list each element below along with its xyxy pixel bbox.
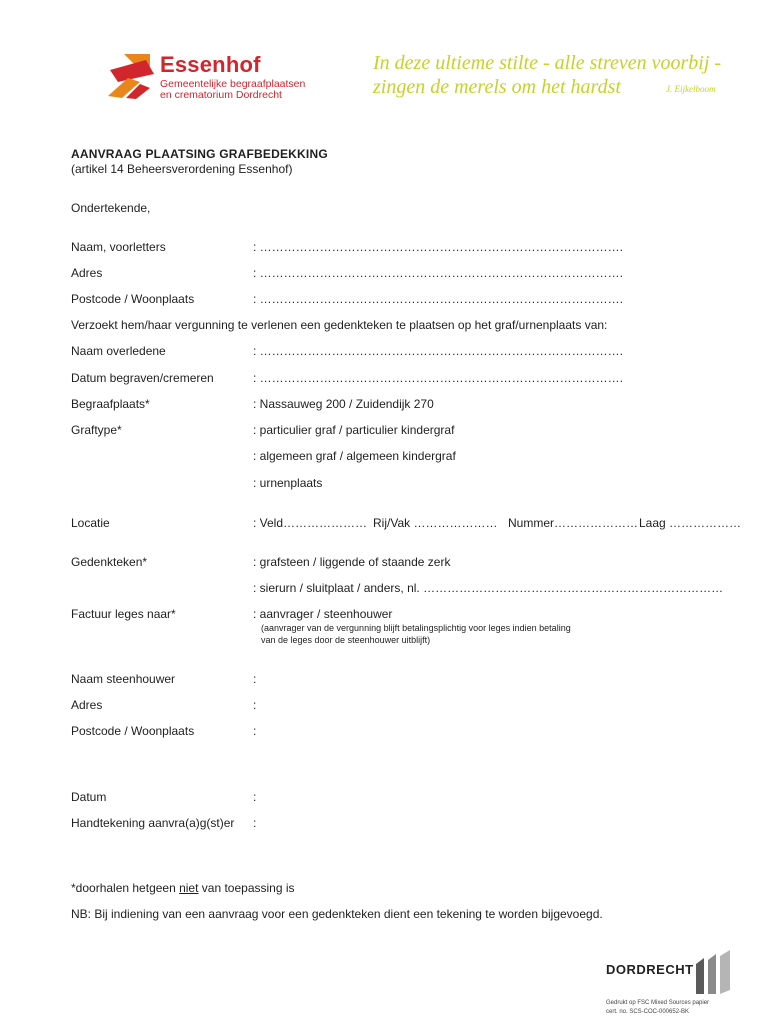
- steenhouwer-adres-field[interactable]: :: [253, 698, 257, 712]
- postcode-field[interactable]: : ……………………………………………………………………………….: [253, 292, 624, 306]
- form-subtitle: (artikel 14 Beheersverordening Essenhof): [71, 162, 293, 176]
- dordrecht-logo-icon: [694, 950, 732, 994]
- naam-label: Naam, voorletters: [71, 240, 166, 254]
- adres-field[interactable]: : ……………………………………………………………………………….: [253, 266, 624, 280]
- logo-subtitle-line1: Gemeentelijke begraafplaatsen: [160, 78, 306, 90]
- steenhouwer-postcode-field[interactable]: :: [253, 724, 257, 738]
- adres-label: Adres: [71, 266, 103, 280]
- verzoek-text: Verzoekt hem/haar vergunning te verlenen een gedenkteken te plaatsen op het graf/urnenplaats van:: [71, 318, 608, 332]
- begraafplaats-label: Begraafplaats*: [71, 397, 150, 411]
- factuur-note-line1: (aanvrager van de vergunning blijft betalingsplichtig voor leges indien betaling: [261, 623, 571, 633]
- datum-field[interactable]: :: [253, 790, 257, 804]
- footnote-niet: niet: [179, 881, 199, 895]
- logo-wordmark: Essenhof: [160, 52, 261, 77]
- steenhouwer-postcode-label: Postcode / Woonplaats: [71, 724, 195, 738]
- logo-subtitle-line2: en crematorium Dordrecht: [160, 89, 282, 101]
- graftype-option-1[interactable]: : particulier graf / particulier kindergraf: [253, 423, 455, 437]
- factuur-note-line2: van de leges door de steenhouwer uitblijft): [261, 635, 431, 645]
- gedenkteken-option-2[interactable]: : sierurn / sluitplaat / anders, nl. …………………………………………………………………: [253, 581, 724, 595]
- salutation: Ondertekende,: [71, 201, 151, 215]
- datum-begraven-field[interactable]: : ……………………………………………………………………………….: [253, 371, 624, 385]
- locatie-rij-field[interactable]: Rij/Vak …………………: [373, 516, 498, 530]
- steenhouwer-label: Naam steenhouwer: [71, 672, 176, 686]
- nb-note: NB: Bij indiening van een aanvraag voor een gedenkteken dient een tekening te worden bijgevoegd.: [71, 907, 603, 921]
- essenhof-logo-icon: [106, 52, 156, 100]
- graftype-label: Graftype*: [71, 423, 122, 437]
- overledene-field[interactable]: : ……………………………………………………………………………….: [253, 344, 624, 358]
- footnote-pre: *doorhalen hetgeen: [71, 881, 180, 895]
- graftype-option-2[interactable]: : algemeen graf / algemeen kindergraf: [253, 449, 456, 463]
- factuur-label: Factuur leges naar*: [71, 607, 176, 621]
- steenhouwer-adres-label: Adres: [71, 698, 103, 712]
- locatie-veld-field[interactable]: : Veld…………………: [253, 516, 368, 530]
- locatie-laag-field[interactable]: Laag ………………: [639, 516, 742, 530]
- footnote-post: van toepassing is: [198, 881, 295, 895]
- naam-field[interactable]: : ……………………………………………………………………………….: [253, 240, 624, 254]
- locatie-nummer-field[interactable]: Nummer…………………: [508, 516, 639, 530]
- quote-author: J. Eijkelboom: [666, 84, 716, 94]
- overledene-label: Naam overledene: [71, 344, 166, 358]
- datum-begraven-label: Datum begraven/cremeren: [71, 371, 214, 385]
- form-title: AANVRAAG PLAATSING GRAFBEDEKKING: [71, 147, 328, 161]
- steenhouwer-field[interactable]: :: [253, 672, 257, 686]
- graftype-option-3[interactable]: : urnenplaats: [253, 476, 323, 490]
- quote-line1: In deze ultieme stilte - alle streven voorbij -: [373, 52, 722, 74]
- footnote: [71, 881, 295, 895]
- datum-label: Datum: [71, 790, 107, 804]
- quote-line2: zingen de merels om het hardst: [373, 76, 621, 98]
- begraafplaats-option[interactable]: : Nassauweg 200 / Zuidendijk 270: [253, 397, 434, 411]
- print-note-line1: Gedrukt op FSC Mixed Sources papier: [606, 1000, 710, 1006]
- handtekening-label: Handtekening aanvra(a)g(st)er: [71, 816, 235, 830]
- gedenkteken-label: Gedenkteken*: [71, 555, 148, 569]
- locatie-label: Locatie: [71, 516, 110, 530]
- dordrecht-wordmark: DORDRECHT: [606, 962, 694, 977]
- gedenkteken-option-1[interactable]: : grafsteen / liggende of staande zerk: [253, 555, 451, 569]
- print-note-line2: cert. no. SCS-COC-000652-BK: [606, 1009, 690, 1015]
- factuur-option[interactable]: : aanvrager / steenhouwer: [253, 607, 393, 621]
- postcode-label: Postcode / Woonplaats: [71, 292, 195, 306]
- handtekening-field[interactable]: :: [253, 816, 257, 830]
